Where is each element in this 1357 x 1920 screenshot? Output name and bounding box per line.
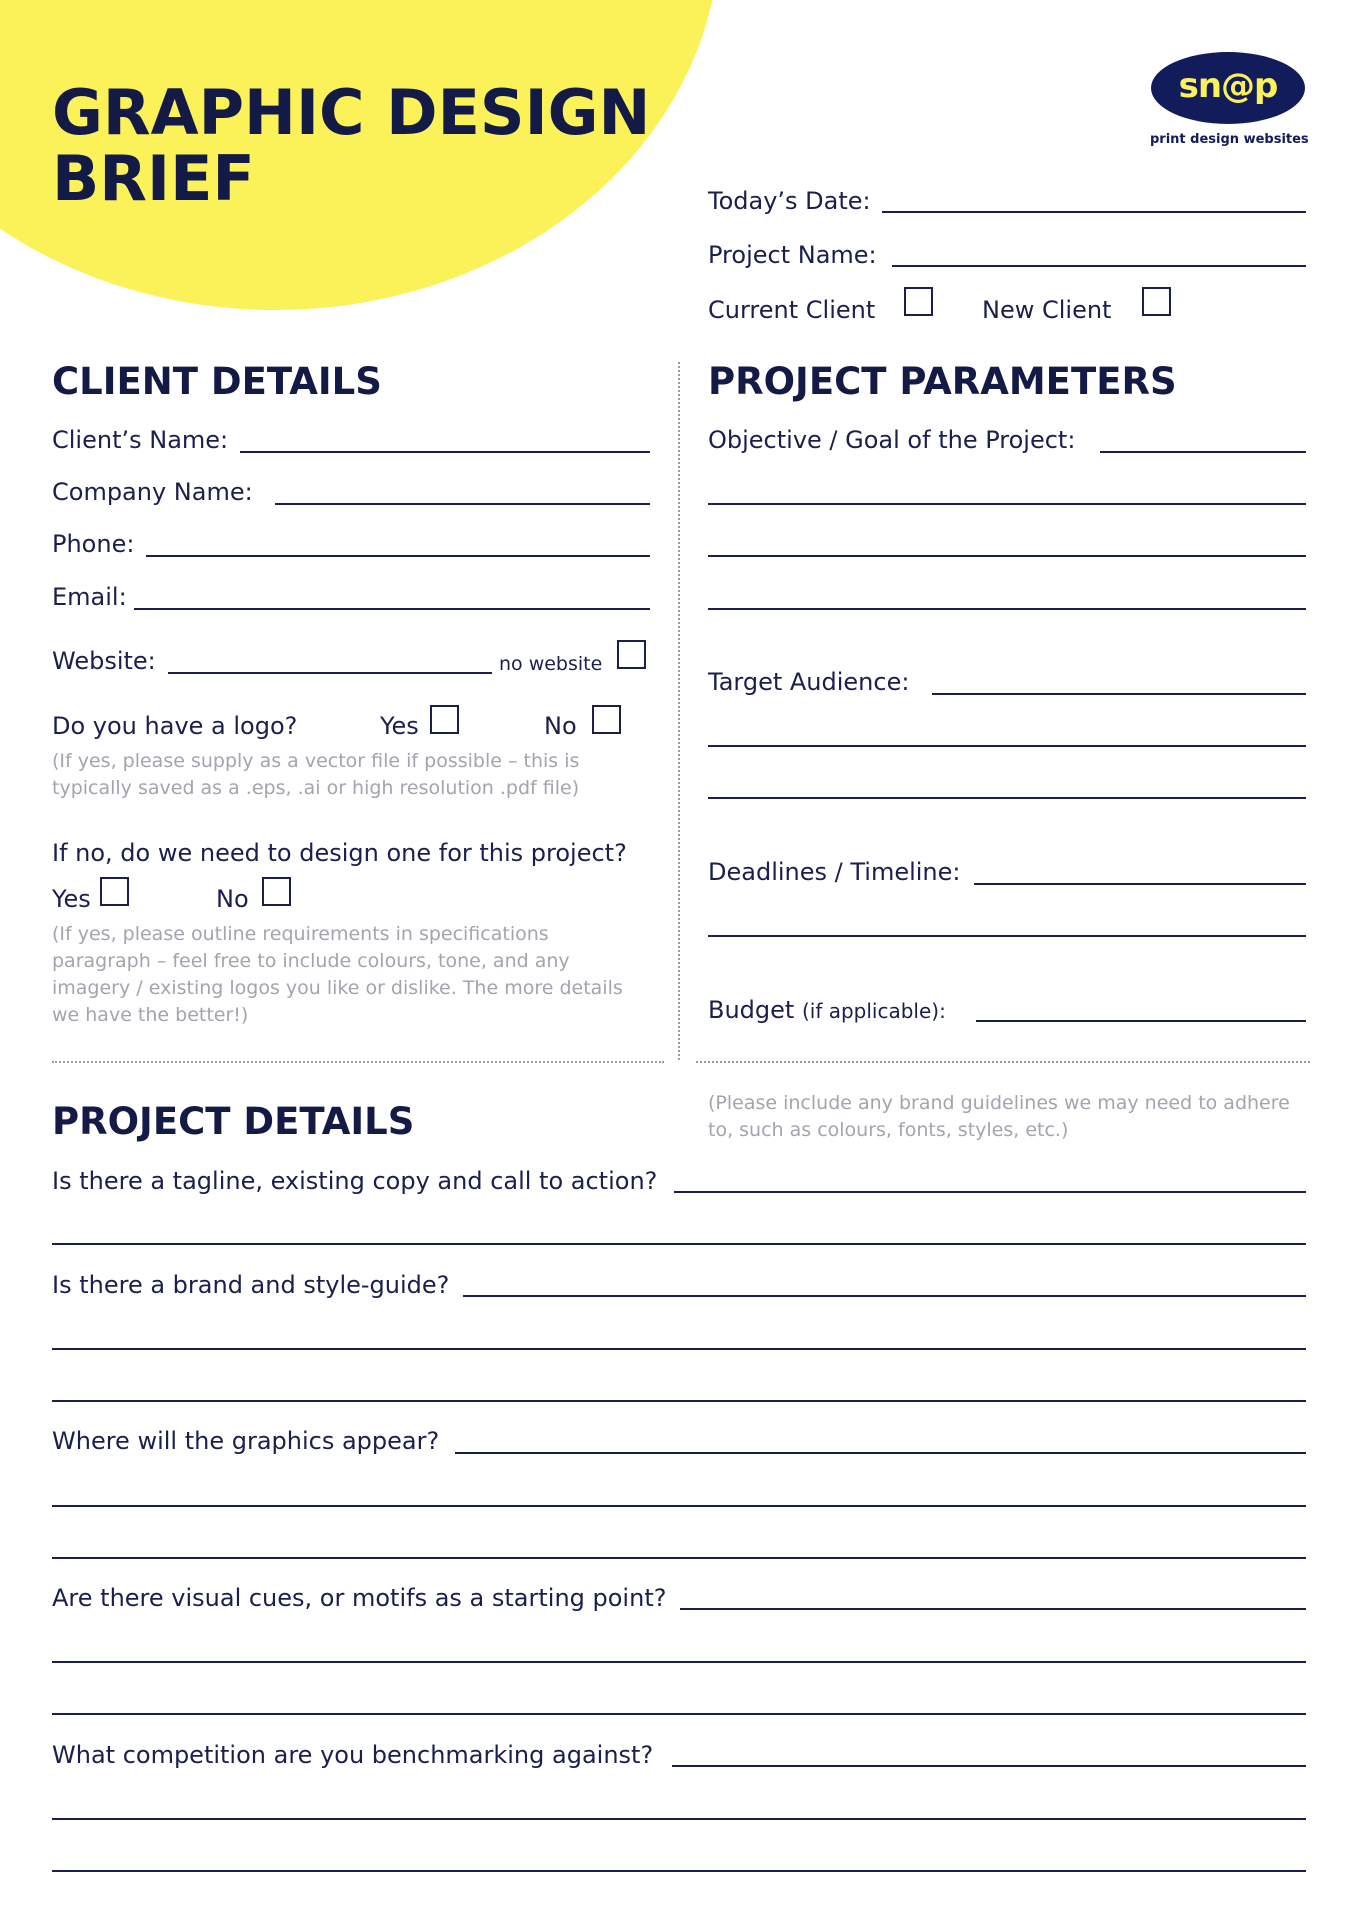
logo-no-label: No bbox=[544, 712, 577, 740]
section-divider-right bbox=[696, 1061, 1310, 1063]
project-name-label: Project Name: bbox=[708, 241, 877, 269]
brand-field-3[interactable] bbox=[52, 1400, 1306, 1402]
website-label: Website: bbox=[52, 647, 156, 675]
todays-date-label: Today’s Date: bbox=[708, 187, 871, 215]
deadlines-field-2[interactable] bbox=[708, 935, 1306, 937]
snap-logo bbox=[1151, 52, 1305, 124]
visual-field-2[interactable] bbox=[52, 1661, 1306, 1663]
company-name-field[interactable] bbox=[275, 503, 650, 505]
target-audience-field-1[interactable] bbox=[932, 693, 1306, 695]
email-field[interactable] bbox=[134, 608, 650, 610]
competition-field-3[interactable] bbox=[52, 1870, 1306, 1872]
target-audience-field-2[interactable] bbox=[708, 745, 1306, 747]
competition-field-2[interactable] bbox=[52, 1818, 1306, 1820]
tagline-question-label: Is there a tagline, existing copy and call to action? bbox=[52, 1167, 658, 1195]
logo-yes-label: Yes bbox=[380, 712, 419, 740]
design-no-label: No bbox=[216, 885, 249, 913]
budget-suffix: (if applicable): bbox=[801, 999, 946, 1023]
project-parameters-heading: PROJECT PARAMETERS bbox=[708, 360, 1177, 403]
section-divider-left bbox=[52, 1061, 664, 1063]
tagline-field-1[interactable] bbox=[674, 1191, 1306, 1193]
logo-yes-checkbox[interactable] bbox=[430, 705, 459, 734]
page-title bbox=[52, 76, 651, 215]
target-audience-label: Target Audience: bbox=[708, 668, 910, 696]
new-client-checkbox[interactable] bbox=[1142, 287, 1171, 316]
graphics-field-3[interactable] bbox=[52, 1557, 1306, 1559]
graphics-field-1[interactable] bbox=[455, 1452, 1306, 1454]
logo-wordmark: sn@p bbox=[1178, 66, 1278, 106]
title-line-1: GRAPHIC DESIGN bbox=[52, 76, 651, 149]
design-question-label: If no, do we need to design one for this project? bbox=[52, 839, 627, 867]
design-note: (If yes, please outline requirements in specifications paragraph – feel free to include colours, tone, and any imagery / existing logos you like or dislike. The more details we have the better!) bbox=[52, 923, 623, 1026]
no-website-checkbox[interactable] bbox=[617, 640, 646, 669]
tagline-field-2[interactable] bbox=[52, 1243, 1306, 1245]
brand-guidelines-note: (Please include any brand guidelines we may need to adhere to, such as colours, fonts, styles, etc.) bbox=[708, 1092, 1290, 1141]
clients-name-field[interactable] bbox=[240, 451, 650, 453]
clients-name-label: Client’s Name: bbox=[52, 426, 229, 454]
email-label: Email: bbox=[52, 583, 127, 611]
deadlines-field-1[interactable] bbox=[974, 883, 1306, 885]
visual-field-3[interactable] bbox=[52, 1713, 1306, 1715]
budget-text: Budget bbox=[708, 996, 795, 1024]
project-name-field[interactable] bbox=[892, 265, 1306, 267]
graphics-question-label: Where will the graphics appear? bbox=[52, 1427, 440, 1455]
design-yes-label: Yes bbox=[52, 885, 91, 913]
budget-field[interactable] bbox=[976, 1020, 1306, 1022]
title-line-2: BRIEF bbox=[52, 142, 255, 215]
design-yes-checkbox[interactable] bbox=[100, 877, 129, 906]
objective-field-1[interactable] bbox=[1100, 451, 1306, 453]
budget-label bbox=[708, 995, 946, 1026]
brand-field-2[interactable] bbox=[52, 1348, 1306, 1350]
competition-field-1[interactable] bbox=[672, 1765, 1306, 1767]
visual-question-label: Are there visual cues, or motifs as a starting point? bbox=[52, 1584, 667, 1612]
column-divider bbox=[678, 362, 680, 1060]
website-field[interactable] bbox=[168, 672, 492, 674]
deadlines-label: Deadlines / Timeline: bbox=[708, 858, 961, 886]
current-client-checkbox[interactable] bbox=[904, 287, 933, 316]
phone-label: Phone: bbox=[52, 530, 135, 558]
objective-field-2[interactable] bbox=[708, 503, 1306, 505]
target-audience-field-3[interactable] bbox=[708, 797, 1306, 799]
graphics-field-2[interactable] bbox=[52, 1505, 1306, 1507]
logo-no-checkbox[interactable] bbox=[592, 705, 621, 734]
client-details-heading: CLIENT DETAILS bbox=[52, 360, 382, 403]
new-client-label: New Client bbox=[982, 296, 1112, 324]
objective-field-4[interactable] bbox=[708, 608, 1306, 610]
company-name-label: Company Name: bbox=[52, 478, 253, 506]
logo-note: (If yes, please supply as a vector file if possible – this is typically saved as a .eps, .ai or high resolution .pdf file) bbox=[52, 750, 580, 799]
brand-field-1[interactable] bbox=[463, 1295, 1306, 1297]
current-client-label: Current Client bbox=[708, 296, 876, 324]
no-website-label: no website bbox=[499, 653, 603, 675]
brand-question-label: Is there a brand and style-guide? bbox=[52, 1271, 450, 1299]
logo-tagline: print design websites bbox=[1150, 132, 1309, 147]
objective-label: Objective / Goal of the Project: bbox=[708, 426, 1076, 454]
phone-field[interactable] bbox=[146, 555, 650, 557]
logo-question-label: Do you have a logo? bbox=[52, 712, 298, 740]
competition-question-label: What competition are you benchmarking against? bbox=[52, 1741, 654, 1769]
project-details-heading: PROJECT DETAILS bbox=[52, 1100, 415, 1143]
todays-date-field[interactable] bbox=[882, 211, 1306, 213]
visual-field-1[interactable] bbox=[680, 1608, 1306, 1610]
objective-field-3[interactable] bbox=[708, 555, 1306, 557]
design-no-checkbox[interactable] bbox=[262, 877, 291, 906]
